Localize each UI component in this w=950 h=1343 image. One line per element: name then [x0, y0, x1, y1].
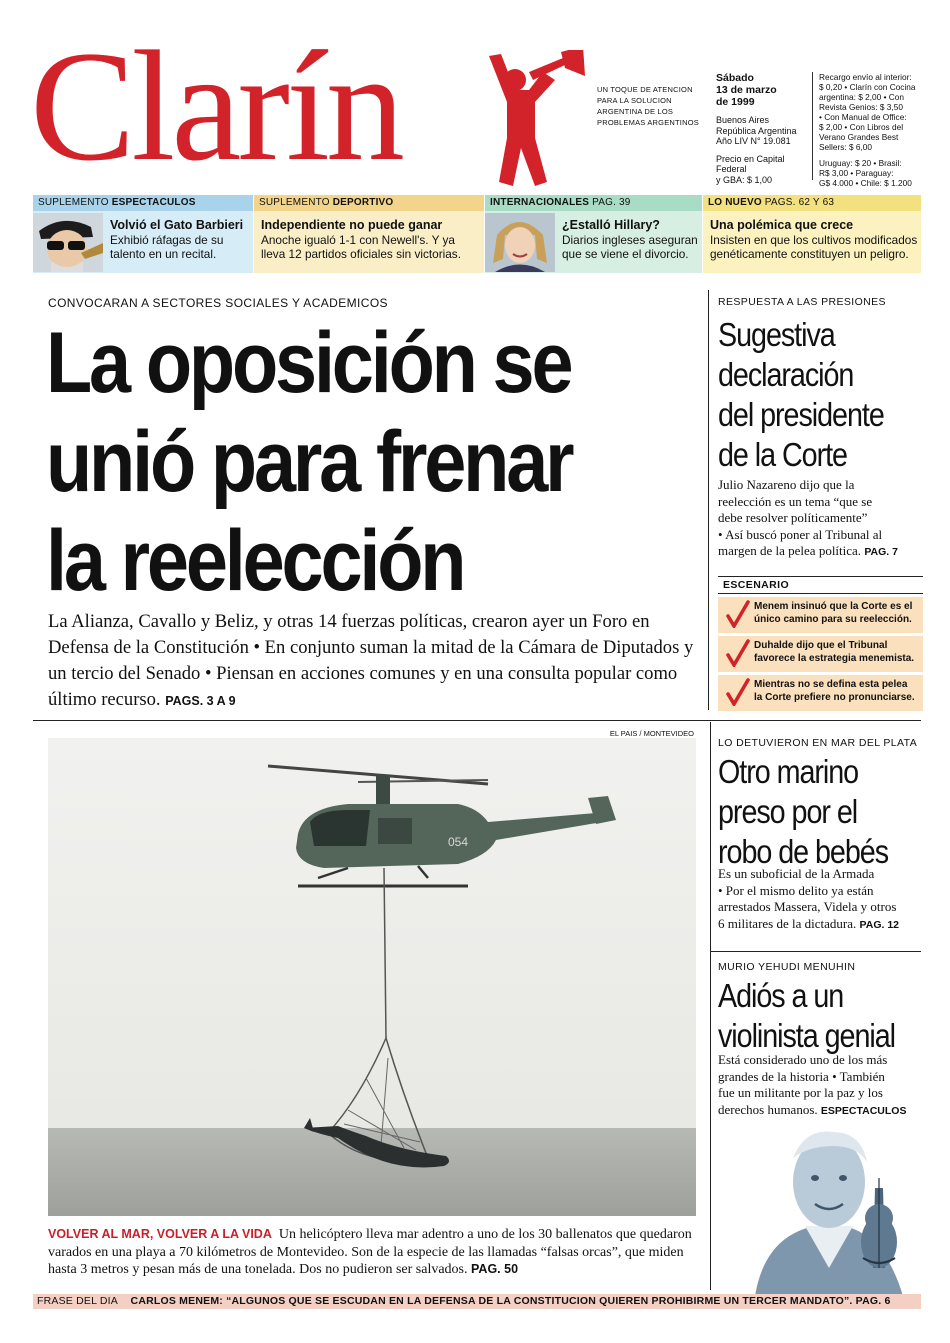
- corte-headline-line: Sugestiva: [718, 316, 835, 353]
- masthead-tagline: [597, 84, 707, 128]
- lead-headline-line: La oposición se: [46, 315, 571, 411]
- teaser-section-name: LO NUEVO: [708, 197, 762, 208]
- price-line: • Con Manual de Office:: [819, 112, 907, 122]
- helicopter-whale-photo[interactable]: [48, 738, 696, 1216]
- teaser-section-name: INTERNACIONALES: [490, 197, 590, 208]
- menuhin-body: [718, 1052, 923, 1119]
- menuhin-body-line: grandes de la historia • También: [718, 1068, 885, 1084]
- escenario-item[interactable]: [718, 675, 923, 711]
- corte-headline[interactable]: [718, 315, 884, 475]
- escenario-text: la Corte prefiere no pronunciarse.: [754, 692, 915, 703]
- teaser-section-page: PAGS. 62 Y 63: [761, 197, 835, 208]
- corte-body-line: margen de la pelea política.: [718, 543, 862, 558]
- issue-number: Año LIV N° 19.081: [716, 136, 791, 146]
- teaser-body: [710, 215, 921, 261]
- teaser-section-bar: [703, 195, 921, 211]
- tagline-line: PARA LA SOLUCION: [597, 96, 672, 105]
- hillary-thumbnail: [485, 213, 555, 272]
- teaser-text: genéticamente constituyen un peligro.: [710, 247, 909, 261]
- corte-page-ref[interactable]: PAG. 7: [864, 546, 898, 558]
- issue-year: de 1999: [716, 96, 755, 108]
- menuhin-headline[interactable]: [718, 976, 895, 1056]
- marino-body-line: • Por el mismo delito ya están: [718, 882, 874, 898]
- menuhin-page-ref[interactable]: ESPECTACULOS: [820, 1104, 907, 1117]
- helicopter-marking: 054: [448, 835, 469, 849]
- corte-body: [718, 477, 923, 561]
- teaser-espectaculos[interactable]: [33, 195, 254, 273]
- teaser-section-name: DEPORTIVO: [332, 197, 394, 208]
- escenario-box: [718, 576, 923, 711]
- escenario-item[interactable]: [718, 597, 923, 633]
- teaser-headline: Independiente no puede ganar: [261, 218, 443, 232]
- issue-price: Precio en Capital Federal: [716, 153, 785, 174]
- marino-page-ref[interactable]: PAG. 12: [859, 918, 900, 931]
- teaser-section-bar: [33, 195, 253, 211]
- menuhin-body-line: derechos humanos.: [718, 1101, 818, 1117]
- tagline-line: PROBLEMAS ARGENTINOS: [597, 118, 699, 127]
- teaser-section-bar: [485, 195, 702, 211]
- corte-body-line: reelección es un tema “que se: [718, 493, 873, 509]
- menuhin-headline-line: Adiós a un: [718, 977, 844, 1014]
- caption-page-ref[interactable]: PAG. 50: [471, 1262, 519, 1276]
- column-divider: [710, 722, 711, 1290]
- issue-price-value: y GBA: $ 1,00: [716, 174, 773, 185]
- issue-date-block: [716, 72, 808, 185]
- price-box: [812, 72, 927, 188]
- corte-body-line: Julio Nazareno dijo que la: [718, 477, 855, 492]
- caption-headline: VOLVER AL MAR, VOLVER A LA VIDA: [48, 1227, 272, 1241]
- teaser-text: Diarios ingleses aseguran: [562, 233, 698, 247]
- escenario-text: Mientras no se defina esta pelea: [754, 679, 908, 690]
- issue-country: República Argentina: [716, 125, 797, 136]
- menuhin-headline-line: violinista genial: [718, 1017, 895, 1054]
- price-line: $ 2,00 • Con Libros del: [819, 122, 904, 132]
- teaser-text: Anoche igualó 1-1 con Newell's. Y ya: [261, 233, 455, 247]
- marino-body-line: Es un suboficial de la Armada: [718, 866, 875, 881]
- teaser-body: [562, 215, 703, 261]
- marino-body-line: 6 militares de la dictadura.: [718, 915, 857, 931]
- price-line: Recargo envío al interior:: [819, 72, 912, 82]
- photo-caption: [48, 1226, 698, 1279]
- escenario-text: favorece la estrategia menemista.: [754, 653, 915, 664]
- marino-headline-line: robo de bebés: [718, 833, 889, 870]
- teaser-text: talento en un recital.: [110, 247, 217, 261]
- frase-quote[interactable]: CARLOS MENEM: “ALGUNOS QUE SE ESCUDAN EN LA DEFENSA DE LA CONSTITUCION QUIEREN PROHIBIRME UN TERCER MANDATO”. PAG. 6: [130, 1295, 891, 1307]
- section-divider: [33, 720, 921, 721]
- price-line: $ 0,20 • Clarín con Cocina: [819, 82, 916, 92]
- lead-headline-line: unió para frenar: [46, 414, 572, 510]
- corte-body-line: debe resolver políticamente”: [718, 510, 868, 525]
- price-line: Verano Grandes Best: [819, 132, 899, 142]
- teaser-lo-nuevo[interactable]: [703, 195, 921, 273]
- lead-headline[interactable]: [46, 314, 618, 611]
- issue-date: 13 de marzo: [716, 84, 777, 96]
- frase-label: FRASE DEL DIA: [37, 1295, 118, 1307]
- teaser-text: Exhibió ráfagas de su: [110, 233, 224, 247]
- teaser-section-prefix: SUPLEMENTO: [38, 197, 112, 208]
- menuhin-body-line: fue un militante por la paz y los: [718, 1085, 883, 1100]
- marino-body: [718, 866, 923, 933]
- logo-wordmark: Clarín: [30, 19, 401, 194]
- price-line: argentina: $ 2,00 • Con: [819, 92, 905, 102]
- marino-kicker: LO DETUVIERON EN MAR DEL PLATA: [718, 737, 918, 749]
- marino-body-line: arrestados Massera, Videla y otros: [718, 899, 897, 914]
- marino-headline-line: preso por el: [718, 793, 858, 830]
- trumpeter-icon: [485, 50, 595, 190]
- teaser-deportivo[interactable]: [254, 195, 485, 273]
- teaser-section-bar: [254, 195, 484, 211]
- lead-kicker: CONVOCARAN A SECTORES SOCIALES Y ACADEMICOS: [48, 296, 388, 310]
- checkmark-icon: [726, 678, 750, 706]
- caption-text: Un helicóptero lleva mar adentro a uno de los 30 ballenatos que quedaron varados en una playa a 70 kilómetros de Montevideo. Son de la especie de las llamadas “falsas orcas”, que miden hasta 3 metros y pesan más de una tonelada. Dos no pudieron ser salvados.: [48, 1227, 692, 1277]
- teaser-text: que se viene el divorcio.: [562, 247, 689, 261]
- corte-body-line: • Así buscó poner al Tribunal al: [718, 526, 883, 542]
- marino-headline[interactable]: [718, 752, 888, 872]
- teaser-text: lleva 12 partidos oficiales sin victorias.: [261, 247, 461, 261]
- price-line: Revista Genios: $ 3,50: [819, 102, 903, 112]
- teaser-strip: [33, 195, 921, 273]
- lead-headline-line: la reelección: [46, 513, 464, 609]
- marino-headline-line: Otro marino: [718, 753, 859, 790]
- teaser-headline: Una polémica que crece: [710, 218, 854, 232]
- teaser-text: Insisten en que los cultivos modificados: [710, 233, 918, 247]
- escenario-text: único camino para su reelección.: [754, 614, 912, 625]
- price-line: Uruguay: $ 20 • Brasil:: [819, 158, 902, 168]
- price-line: Sellers: $ 6,00: [819, 142, 873, 152]
- helicopter-whale-illustration: [48, 738, 696, 1216]
- teaser-internacionales[interactable]: [485, 195, 703, 273]
- teaser-body: [110, 215, 254, 261]
- corte-headline-line: del presidente: [718, 396, 884, 433]
- lead-page-ref[interactable]: PAGS. 3 A 9: [165, 694, 236, 708]
- tagline-line: ARGENTINA DE LOS: [597, 107, 674, 116]
- teaser-section-page: PAG. 39: [589, 197, 631, 208]
- lead-deck: [48, 609, 698, 714]
- menuhin-kicker: MURIO YEHUDI MENUHIN: [718, 961, 856, 973]
- teaser-section-name: ESPECTACULOS: [111, 197, 196, 208]
- escenario-text: Menem insinuó que la Corte es el: [754, 601, 913, 612]
- photo-credit: EL PAIS / MONTEVIDEO: [609, 729, 694, 738]
- section-divider: [710, 951, 921, 952]
- escenario-item[interactable]: [718, 636, 923, 672]
- price-line: G$ 4.000 • Chile: $ 1.200: [819, 178, 912, 188]
- teaser-headline: Volvió el Gato Barbieri: [110, 218, 244, 232]
- checkmark-icon: [726, 600, 750, 628]
- teaser-headline: ¿Estalló Hillary?: [562, 218, 660, 232]
- lead-deck-text: La Alianza, Cavallo y Beliz, y otras 14 fuerzas políticas, crearon ayer un Foro en Defensa de la Constitución • En conjunto suman la mitad de la Cámara de Diputados y un tercio del Senado • Piensan en acciones comunes y en una consulta popular como último recurso.: [48, 611, 694, 710]
- teaser-body: [261, 215, 485, 261]
- corte-headline-line: de la Corte: [718, 436, 847, 473]
- frase-del-dia-bar: [33, 1294, 921, 1309]
- menuhin-portrait: [735, 1118, 923, 1296]
- masthead-logo[interactable]: [30, 19, 570, 194]
- price-line: R$ 3,00 • Paraguay:: [819, 168, 894, 178]
- corte-headline-line: declaración: [718, 356, 854, 393]
- issue-day: Sábado: [716, 72, 754, 84]
- checkmark-icon: [726, 639, 750, 667]
- tagline-line: UN TOQUE DE ATENCION: [597, 85, 693, 94]
- barbieri-thumbnail: [33, 213, 103, 272]
- column-divider: [708, 290, 709, 710]
- menuhin-body-line: Está considerado uno de los más: [718, 1052, 888, 1067]
- escenario-title: ESCENARIO: [718, 576, 923, 594]
- corte-kicker: RESPUESTA A LAS PRESIONES: [718, 296, 886, 308]
- teaser-section-prefix: SUPLEMENTO: [259, 197, 333, 208]
- issue-city: Buenos Aires: [716, 115, 770, 125]
- escenario-text: Duhalde dijo que el Tribunal: [754, 640, 888, 651]
